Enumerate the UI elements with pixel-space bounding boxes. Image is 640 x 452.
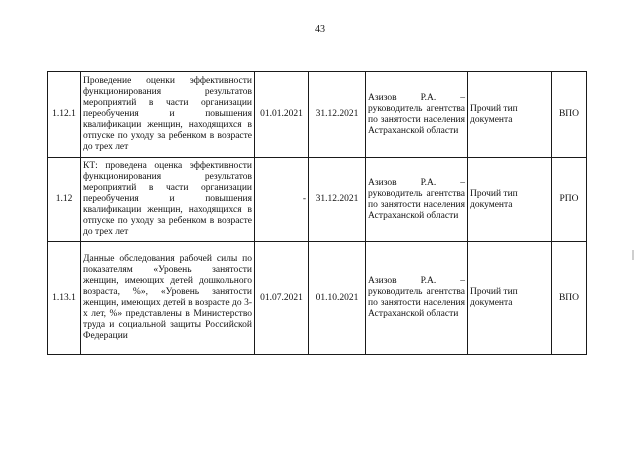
document-type: Прочий тип документа xyxy=(468,72,552,158)
end-date: 01.10.2021 xyxy=(309,242,366,355)
plan-table xyxy=(47,71,587,355)
level-code: ВПО xyxy=(552,72,587,158)
responsible-person: Азизов Р.А. – руководитель агентства по занятости населения Астраханской области xyxy=(366,72,468,158)
scan-edge-mark xyxy=(632,250,634,260)
document-type: Прочий тип документа xyxy=(468,242,552,355)
start-date: - xyxy=(255,158,309,242)
row-number: 1.12.1 xyxy=(48,72,81,158)
table-row xyxy=(48,158,587,242)
event-description: Данные обследования рабочей силы по показателям «Уровень занятости женщин, имеющих детей дошкольного возраста, %», «Уровень занятости женщин, имеющих детей в возрасте до 3-х лет, %» представлены в Министерство труда и социальной защиты Российской Федерации xyxy=(81,242,255,355)
document-type: Прочий тип документа xyxy=(468,158,552,242)
level-code: ВПО xyxy=(552,242,587,355)
start-date: 01.01.2021 xyxy=(255,72,309,158)
row-number: 1.13.1 xyxy=(48,242,81,355)
event-description: Проведение оценки эффективности функционирования результатов мероприятий в части организации переобучения и повышения квалификации женщин, находящихся в отпуске по уходу за ребенком в возрасте до трех лет xyxy=(81,72,255,158)
row-number: 1.12 xyxy=(48,158,81,242)
table-row xyxy=(48,242,587,355)
event-description: КТ: проведена оценка эффективности функционирования результатов мероприятий в части организации переобучения и повышения квалификации женщин, находящихся в отпуске по уходу за ребенком в возрасте до трех лет xyxy=(81,158,255,242)
end-date: 31.12.2021 xyxy=(309,158,366,242)
page-number: 43 xyxy=(315,24,325,35)
responsible-person: Азизов Р.А. – руководитель агентства по занятости населения Астраханской области xyxy=(366,158,468,242)
level-code: РПО xyxy=(552,158,587,242)
table-row xyxy=(48,72,587,158)
end-date: 31.12.2021 xyxy=(309,72,366,158)
responsible-person: Азизов Р.А. – руководитель агентства по занятости населения Астраханской области xyxy=(366,242,468,355)
start-date: 01.07.2021 xyxy=(255,242,309,355)
